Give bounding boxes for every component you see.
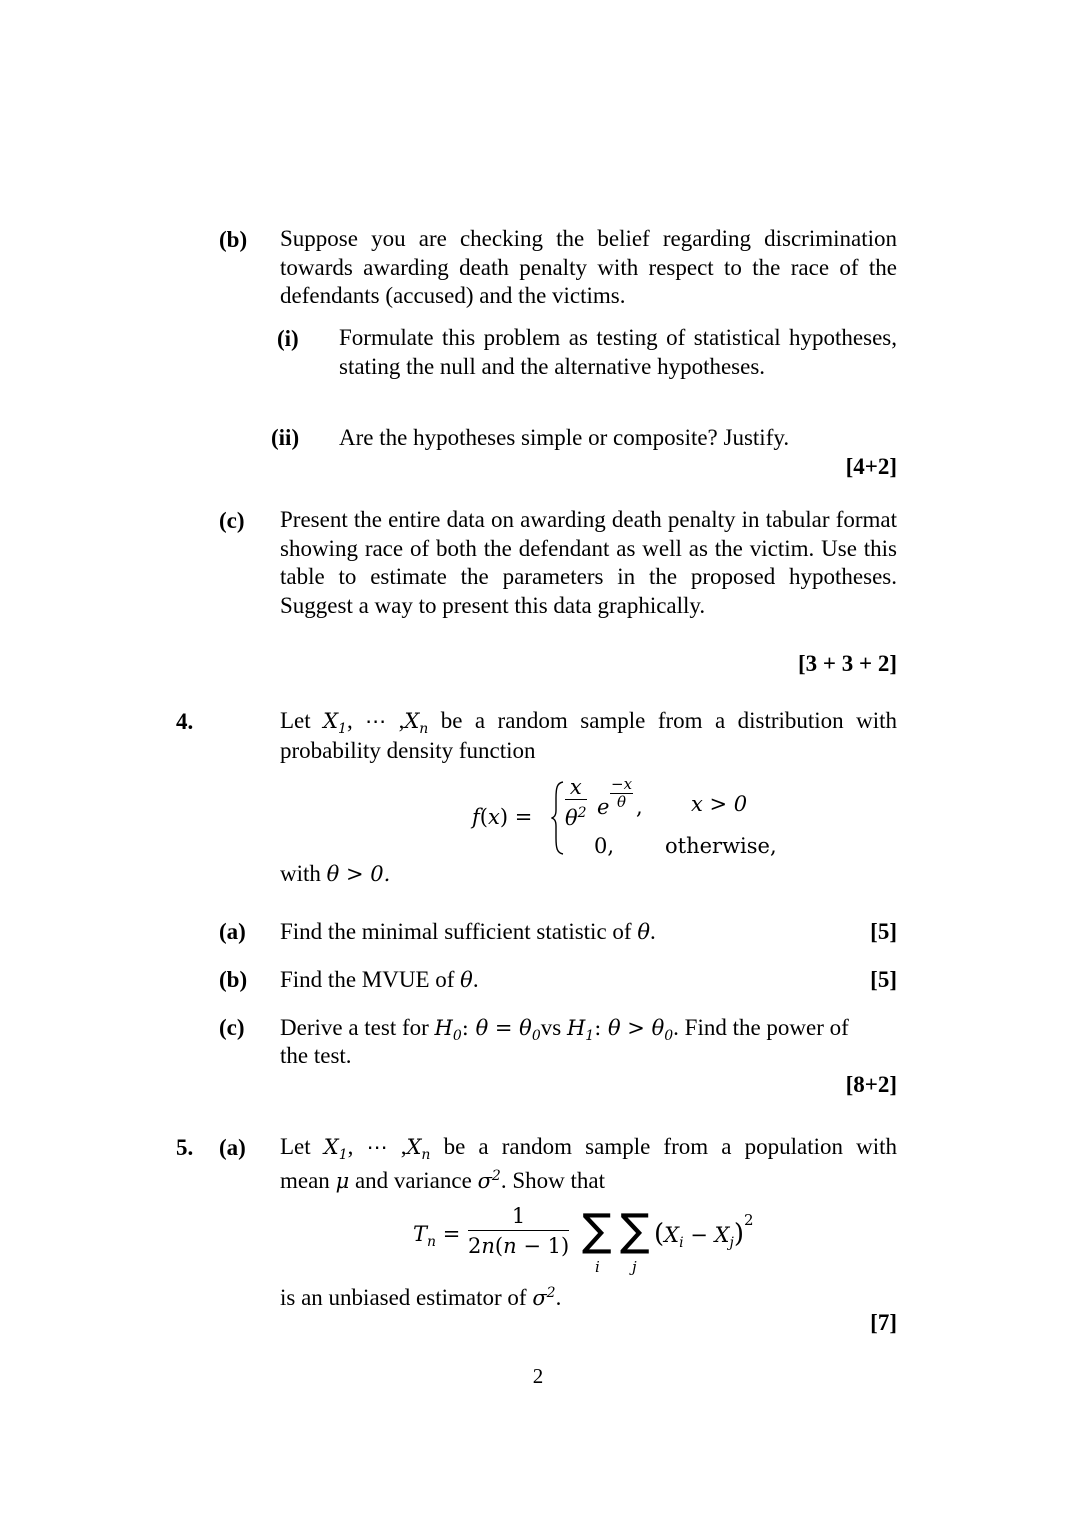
- q5a-intro: Let $X_1$, ⋯ $,X_n$ be a random sample from a population with: [280, 1134, 898, 1164]
- pdf-case2-cond: otherwise,: [665, 834, 777, 858]
- q3b-text: Suppose you are checking the belief regarding discrimination towards awarding death penalty with respect to the race of the defendants (accused) and the victims.: [280, 226, 897, 309]
- q4-with: with θ > 0.: [280, 861, 391, 886]
- q5a-line2: mean μ and variance $\sigma^2$. Show that: [280, 1168, 605, 1193]
- pdf-case1-expr: $\frac{x}{\theta^2}$: [565, 775, 587, 830]
- q4a-marks: [5]: [870, 919, 897, 944]
- sum-i-index: i: [595, 1258, 600, 1276]
- q3b-label: (b): [219, 227, 248, 252]
- q4b-text: Find the MVUE of θ.: [280, 967, 479, 992]
- q4-intro: Let $X_1$, ⋯ $,X_n$ be a random sample from a distribution with: [280, 708, 897, 738]
- q4-number: 4.: [176, 709, 194, 734]
- sum-i-symbol: ∑: [582, 1205, 612, 1256]
- q4c-text: Derive a test for $H_0$: $\theta = \theta_0vs$ $H_1$: $\theta > \theta_0$. Find the power of: [280, 1015, 849, 1045]
- tn-lhs: $T_n$ =: [413, 1222, 461, 1251]
- q3c-label: (c): [219, 508, 245, 533]
- q3b-marks: [4+2]: [845, 454, 897, 479]
- q4c-label: (c): [219, 1015, 245, 1040]
- q4c-marks: [8+2]: [845, 1072, 897, 1097]
- sum-j-symbol: ∑: [620, 1205, 650, 1256]
- q5a-marks: [7]: [870, 1310, 897, 1335]
- q3c-text: Present the entire data on awarding death penalty in tabular format showing race of both the defendant as well as the victim. Use this table to estimate the parameters in the proposed hypotheses. Suggest a way to present this data graphically.: [280, 507, 897, 619]
- q5a-label: (a): [219, 1135, 246, 1160]
- q3b-ii-label: (ii): [271, 425, 300, 450]
- pdf-comma: ,: [636, 795, 643, 819]
- q4-intro-line2: probability density function: [280, 738, 536, 763]
- q4c-text-line2: the test.: [280, 1043, 352, 1068]
- pdf-case2-val: 0,: [594, 834, 615, 858]
- tn-summand: $(X_i - X_j)^2$: [654, 1211, 754, 1252]
- pdf-exp-power: −x θ: [611, 775, 633, 811]
- q4b-label: (b): [219, 967, 248, 992]
- sum-j-index: j: [632, 1258, 637, 1276]
- q4b-marks: [5]: [870, 967, 897, 992]
- q3b-i-text: Formulate this problem as testing of statistical hypotheses, stating the null and the alternative hypotheses.: [339, 325, 897, 379]
- pdf-case1-cond: x > 0: [691, 792, 748, 816]
- tn-fraction: $\frac{1}{2n(n - 1)}$: [468, 1204, 570, 1258]
- page-number: 2: [532, 1364, 544, 1388]
- q3b-ii-text: Are the hypotheses simple or composite? Justify.: [339, 425, 790, 450]
- q4a-text: Find the minimal sufficient statistic of θ.: [280, 919, 656, 944]
- q5a-conclusion: is an unbiased estimator of $\sigma^2$.: [280, 1285, 562, 1310]
- q3c-marks: [3 + 3 + 2]: [797, 651, 897, 676]
- q4a-label: (a): [219, 919, 246, 944]
- pdf-exp-base: e: [597, 795, 610, 819]
- q5-number: 5.: [176, 1135, 194, 1160]
- pdf-lhs: f(x) =: [472, 805, 533, 829]
- q3b-i-label: (i): [277, 326, 299, 351]
- pdf-brace: [551, 780, 565, 856]
